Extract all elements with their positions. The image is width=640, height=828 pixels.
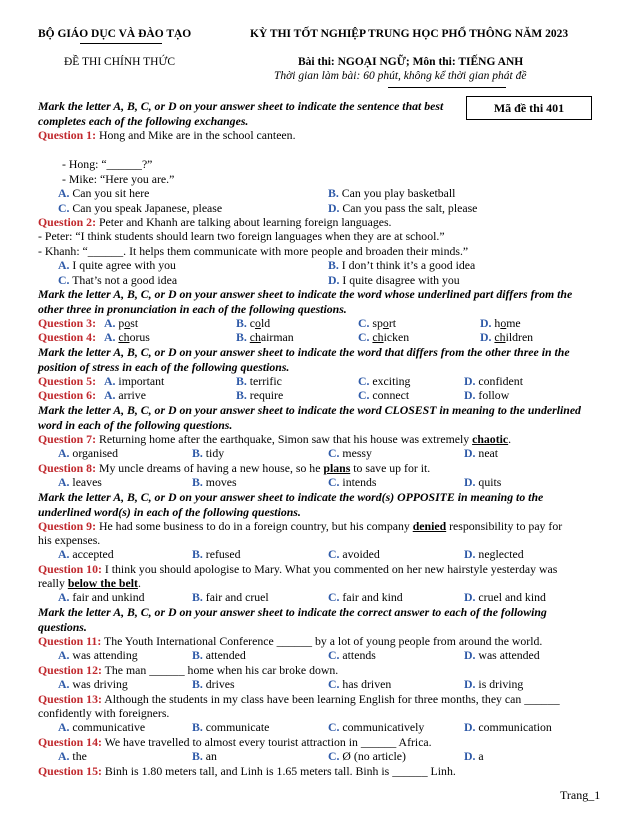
subject-line: Bài thi: NGOẠI NGỮ; Môn thi: TIẾNG ANH: [298, 56, 524, 68]
question-5: Question 5:: [38, 374, 97, 388]
q5-option-d[interactable]: D. confident: [464, 374, 523, 388]
q14-option-b[interactable]: B. an: [192, 749, 217, 763]
question-10: Question 10: I think you should apologise to Mary. What you commented on her new hairstyle yesterday was: [38, 562, 558, 576]
q1-option-b[interactable]: B. Can you play basketball: [328, 186, 456, 200]
q1-line-2: - Mike: “Here you are.”: [62, 172, 175, 186]
q3-option-d[interactable]: D. home: [480, 316, 521, 330]
q11-option-d[interactable]: D. was attended: [464, 648, 540, 662]
question-7: Question 7: Returning home after the earthquake, Simon saw that his house was extremely chaotic.: [38, 432, 512, 446]
q1-option-a[interactable]: A. Can you sit here: [58, 186, 150, 200]
q14-option-d[interactable]: D. a: [464, 749, 484, 763]
q9-option-c[interactable]: C. avoided: [328, 547, 380, 561]
q1-line-1: - Hong: “______?”: [62, 157, 153, 171]
q6-option-d[interactable]: D. follow: [464, 388, 510, 402]
q6-option-a[interactable]: A. arrive: [104, 388, 146, 402]
question-14: Question 14: We have travelled to almost every tourist attraction in ______ Africa.: [38, 735, 432, 749]
q5-option-b[interactable]: B. terrific: [236, 374, 282, 388]
q9-option-d[interactable]: D. neglected: [464, 547, 524, 561]
page-number: Trang_1: [560, 788, 601, 802]
q12-option-b[interactable]: B. drives: [192, 677, 235, 691]
question-3: Question 3:: [38, 316, 97, 330]
instruction-opposite: Mark the letter A, B, C, or D on your answer sheet to indicate the word(s) OPPOSITE in meaning to the underlined word(s) in each of the following questions.: [38, 490, 544, 519]
q5-option-c[interactable]: C. exciting: [358, 374, 411, 388]
q2-option-c[interactable]: C. That’s not a good idea: [58, 273, 178, 287]
q5-option-a[interactable]: A. important: [104, 374, 165, 388]
exam-code-box: Mã đề thi 401: [466, 96, 592, 120]
q12-option-a[interactable]: A. was driving: [58, 677, 128, 691]
instruction-stress: Mark the letter A, B, C, or D on your answer sheet to indicate the word that differs from the other three in the position of stress in each of the following questions.: [38, 345, 570, 374]
q4-option-d[interactable]: D. children: [480, 330, 534, 344]
q9-option-a[interactable]: A. accepted: [58, 547, 114, 561]
ministry-name: BỘ GIÁO DỤC VÀ ĐÀO TẠO: [38, 28, 192, 40]
question-11: Question 11: The Youth International Conference ______ by a lot of young people from around the world.: [38, 634, 543, 648]
q13-option-b[interactable]: B. communicate: [192, 720, 270, 734]
time-divider: [388, 87, 506, 88]
q2-option-a[interactable]: A. I quite agree with you: [58, 258, 176, 272]
q1-option-c[interactable]: C. Can you speak Japanese, please: [58, 201, 223, 215]
instruction-exchanges: Mark the letter A, B, C, or D on your answer sheet to indicate the sentence that best completes each of the following exchanges.: [38, 99, 444, 128]
q13-line-2: confidently with foreigners.: [38, 706, 170, 720]
question-2: Question 2: Peter and Khanh are talking about learning foreign languages.: [38, 215, 392, 229]
q7-option-c[interactable]: C. messy: [328, 446, 372, 460]
q9-line-2: his expenses.: [38, 533, 101, 547]
q6-option-b[interactable]: B. require: [236, 388, 284, 402]
ministry-divider: [80, 43, 162, 44]
q7-option-d[interactable]: D. neat: [464, 446, 499, 460]
q10-option-d[interactable]: D. cruel and kind: [464, 590, 546, 604]
q3-option-b[interactable]: B. cold: [236, 316, 271, 330]
instruction-pronunciation: Mark the letter A, B, C, or D on your answer sheet to indicate the word whose underlined part differs from the other three in pronunciation in each of the following questions.: [38, 287, 573, 316]
q2-line-2: - Khanh: “______. It helps them communicate with more people and broaden their minds.”: [38, 244, 469, 258]
instruction-correct-answer: Mark the letter A, B, C, or D on your answer sheet to indicate the correct answer to each of the following questions.: [38, 605, 547, 634]
q9-option-b[interactable]: B. refused: [192, 547, 241, 561]
q3-option-c[interactable]: C. sport: [358, 316, 397, 330]
exam-title: KỲ THI TỐT NGHIỆP TRUNG HỌC PHỔ THÔNG NĂM 2023: [250, 28, 569, 40]
q13-option-c[interactable]: C. communicatively: [328, 720, 425, 734]
q14-option-a[interactable]: A. the: [58, 749, 87, 763]
q11-option-a[interactable]: A. was attending: [58, 648, 138, 662]
q11-option-b[interactable]: B. attended: [192, 648, 246, 662]
q8-option-c[interactable]: C. intends: [328, 475, 377, 489]
q14-option-c[interactable]: C. Ø (no article): [328, 749, 406, 763]
question-9: Question 9: He had some business to do in a foreign country, but his company denied responsibility to pay for: [38, 519, 563, 533]
q13-option-d[interactable]: D. communication: [464, 720, 552, 734]
q4-option-a[interactable]: A. chorus: [104, 330, 150, 344]
question-8: Question 8: My uncle dreams of having a new house, so he plans to save up for it.: [38, 461, 431, 475]
question-13: Question 13: Although the students in my class have been learning English for three months, they can ______: [38, 692, 560, 706]
q10-option-c[interactable]: C. fair and kind: [328, 590, 403, 604]
q2-option-d[interactable]: D. I quite disagree with you: [328, 273, 460, 287]
question-12: Question 12: The man ______ home when his car broke down.: [38, 663, 339, 677]
question-1: Question 1: Hong and Mike are in the school canteen.: [38, 128, 296, 142]
q4-option-b[interactable]: B. chairman: [236, 330, 294, 344]
instruction-closest: Mark the letter A, B, C, or D on your answer sheet to indicate the word CLOSEST in meaning to the underlined word in each of the following questions.: [38, 403, 581, 432]
q12-option-c[interactable]: C. has driven: [328, 677, 392, 691]
q1-option-d[interactable]: D. Can you pass the salt, please: [328, 201, 478, 215]
q6-option-c[interactable]: C. connect: [358, 388, 410, 402]
q8-option-a[interactable]: A. leaves: [58, 475, 102, 489]
q10-line-2: really below the belt.: [38, 576, 141, 590]
question-15: Question 15: Binh is 1.80 meters tall, and Linh is 1.65 meters tall. Binh is ______ Linh.: [38, 764, 456, 778]
q7-option-b[interactable]: B. tidy: [192, 446, 225, 460]
official-label: ĐỀ THI CHÍNH THỨC: [64, 56, 176, 68]
q4-option-c[interactable]: C. chicken: [358, 330, 410, 344]
q10-option-a[interactable]: A. fair and unkind: [58, 590, 145, 604]
q2-option-b[interactable]: B. I don’t think it’s a good idea: [328, 258, 476, 272]
q3-option-a[interactable]: A. post: [104, 316, 139, 330]
q10-option-b[interactable]: B. fair and cruel: [192, 590, 269, 604]
q8-option-d[interactable]: D. quits: [464, 475, 502, 489]
q7-option-a[interactable]: A. organised: [58, 446, 119, 460]
question-4: Question 4:: [38, 330, 97, 344]
q11-option-c[interactable]: C. attends: [328, 648, 376, 662]
time-line: Thời gian làm bài: 60 phút, không kể thời gian phát đề: [274, 70, 527, 82]
q13-option-a[interactable]: A. communicative: [58, 720, 146, 734]
q12-option-d[interactable]: D. is driving: [464, 677, 524, 691]
q8-option-b[interactable]: B. moves: [192, 475, 237, 489]
q2-line-1: - Peter: “I think students should learn two foreign languages when they are at school.”: [38, 229, 445, 243]
question-6: Question 6:: [38, 388, 97, 402]
